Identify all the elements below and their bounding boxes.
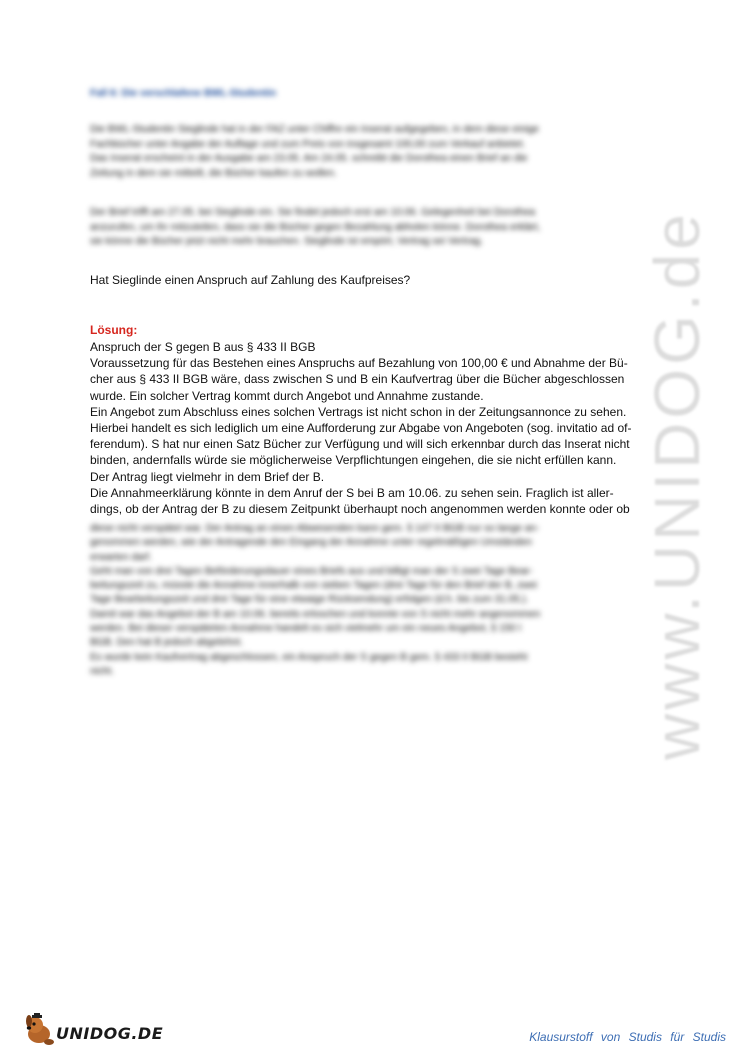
watermark: www.UNIDOG.de: [641, 210, 713, 760]
text-line: Fachbücher unter Angabe der Auflage und zum Preis von insgesamt 100,00 zum Verkauf anbietet.: [90, 138, 526, 150]
solution-line: genommen werden, wie der Antragende den Eingang der Annahme unter regelmäßigen Umständen: [90, 537, 532, 549]
footer-slogan: Klausurstoff von Studis für Studis: [529, 1030, 726, 1044]
text-line: sie könne die Bücher jetzt nicht mehr brauchen. Sieglinde ist empört, Vertrag sei Vertrag.: [90, 236, 483, 248]
solution-line: werden. Bei dieser verspäteten Annahme handelt es sich vielmehr um ein neues Angebot, § 150 I: [90, 623, 522, 635]
case-paragraph-2: [90, 206, 665, 250]
solution-text-blurred: [90, 522, 658, 679]
solution-line: Ein Angebot zum Abschluss eines solchen Vertrags ist nicht schon in der Zeitungsannonce zu sehen.: [90, 404, 627, 419]
solution-line: diese nicht verspätet war. Der Antrag an einen Abwesenden kann gem. § 147 II BGB nur so lange an-: [90, 523, 540, 534]
solution-line: binden, andernfalls würde sie möglicherweise Verpflichtungen eingehen, die sie nicht erfüllen kann.: [90, 453, 617, 468]
solution-line: Geht man von drei Tagen Beförderungsdauer eines Briefs aus und billigt man der S zwei Tage Bear-: [90, 565, 533, 577]
unidog-logo: [22, 1012, 162, 1048]
solution-line: nicht.: [90, 665, 114, 677]
solution-line: Hierbei handelt es sich lediglich um eine Aufforderung zur Abgabe von Angeboten (sog. invitatio ad of-: [90, 421, 632, 436]
text-line: Die BWL-Studentin Sieglinde hat in der FAZ unter Chiffre ein Inserat aufgegeben, in dem diese einige: [90, 124, 539, 135]
solution-line: Tage Bearbeitungszeit und drei Tage für eine etwaige Rücksendung) erfolgen (d.h. bis zum 31.05.).: [90, 594, 529, 606]
solution-line: Anspruch der S gegen B aus § 433 II BGB: [90, 340, 316, 354]
text-line: Das Inserat erscheint in der Ausgabe am 23.05. Am 24.05. schreibt die Dorothea einen Brief an die: [90, 153, 528, 165]
solution-line: beitungszeit zu, müsste die Annahme innerhalb von sieben Tagen (drei Tage für den Brief der B, zwei: [90, 580, 538, 592]
solution-line: erwarten darf.: [90, 551, 152, 563]
solution-line: BGB. Den hat B jedoch abgelehnt.: [90, 637, 243, 649]
text-line: Zeitung in dem sie mitteilt, die Bücher kaufen zu wollen.: [90, 167, 337, 179]
solution-line: Voraussetzung für das Bestehen eines Anspruchs auf Bezahlung von 100,00 € und Abnahme der Bü-: [90, 356, 628, 371]
dog-icon: [22, 1012, 58, 1048]
case-paragraph-1: [90, 123, 665, 181]
solution-line: wurde. Ein solcher Vertrag kommt durch Angebot und Annahme zustande.: [90, 388, 484, 403]
solution-line: dings, ob der Antrag der B zu diesem Zeitpunkt überhaupt noch angenommen werden konnte oder ob: [90, 502, 630, 517]
solution-line: Es wurde kein Kaufvertrag abgeschlossen, ein Anspruch der S gegen B gem. § 433 II BGB besteht: [90, 651, 528, 663]
case-title: Fall 6: Die verschlafene BWL-Studentin: [90, 88, 277, 99]
solution-line: Damit war das Angebot der B am 10.06. bereits erloschen und konnte von S nicht mehr angenommen: [90, 608, 541, 620]
solution-text: [90, 339, 658, 517]
solution-title: Lösung:: [90, 323, 138, 337]
text-line: anzurufen, um ihr mitzuteilen, dass sie die Bücher gegen Bezahlung abholen könne. Dorothea erklärt,: [90, 221, 541, 233]
solution-line: Der Antrag liegt vielmehr in dem Brief der B.: [90, 469, 325, 484]
solution-line: Die Annahmeerklärung könnte in dem Anruf der S bei B am 10.06. zu sehen sein. Fraglich ist aller-: [90, 485, 614, 500]
solution-line: cher aus § 433 II BGB wäre, dass zwischen S und B ein Kaufvertrag über die Bücher abgeschlossen: [90, 372, 625, 387]
logo-text: UNIDOG.DE: [56, 1024, 164, 1043]
solution-line: ferendum). S hat nur einen Satz Bücher zur Verfügung und will sich erkennbar durch das Inserat nicht: [90, 437, 630, 452]
text-line: Der Brief trifft am 27.05. bei Sieglinde ein. Sie findet jedoch erst am 10.06. Gelegenheit bei Dorothea: [90, 207, 536, 218]
case-question: Hat Sieglinde einen Anspruch auf Zahlung des Kaufpreises?: [90, 273, 411, 287]
